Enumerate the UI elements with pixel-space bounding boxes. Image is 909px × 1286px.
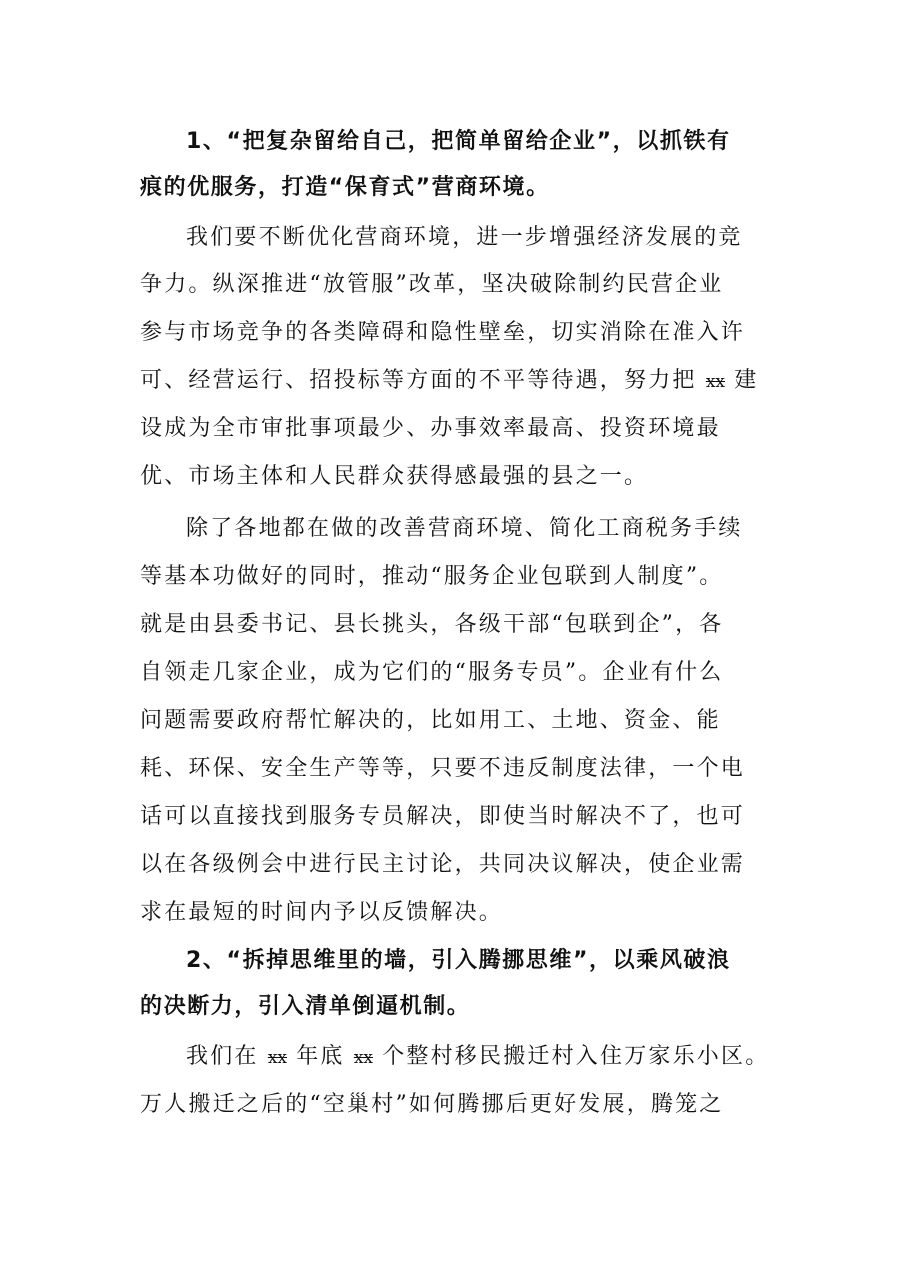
redacted-count: xx <box>353 1048 373 1068</box>
section-2-heading-line-1: 2、“拆掉思维里的墙，引入腾挪思维”，以乘风破浪 <box>186 948 731 973</box>
redacted-year: xx <box>267 1048 287 1068</box>
paragraph-1-line-4-suffix: 建 <box>734 368 759 393</box>
paragraph-3-line-1 <box>186 1034 770 1080</box>
paragraph-3-text-b: 年底 <box>296 1044 345 1069</box>
paragraph-2-line-6: 耗、环保、安全生产等等，只要不违反制度法律，一个电 <box>140 756 746 781</box>
paragraph-1-line-6: 优、市场主体和人民群众获得感最强的县之一。 <box>140 464 649 489</box>
paragraph-1-line-4-text: 可、经营运行、招投标等方面的不平等待遇，努力把 <box>140 368 697 393</box>
paragraph-2-line-2: 等基本功做好的同时，推动“服务企业包联到人制度”。 <box>140 564 724 589</box>
paragraph-2-line-4: 自领走几家企业，成为它们的“服务专员”。企业有什么 <box>140 660 724 685</box>
paragraph-1-line-2: 争力。纵深推进“放管服”改革，坚决破除制约民营企业 <box>140 272 724 297</box>
section-1-heading-line-2: 痕的优服务，打造“保育式”营商环境。 <box>140 175 550 200</box>
paragraph-1-line-4 <box>140 358 770 404</box>
paragraph-1-line-3: 参与市场竞争的各类障碍和隐性壁垒，切实消除在准入许 <box>140 320 746 345</box>
paragraph-2-line-7: 话可以直接找到服务专员解决，即使当时解决不了，也可 <box>140 804 746 829</box>
section-2-heading-line-2: 的决断力，引入清单倒逼机制。 <box>140 994 471 1019</box>
section-1-heading-line-1: 1、“把复杂留给自己，把简单留给企业”，以抓铁有 <box>186 129 731 154</box>
paragraph-3-text-c: 个整村移民搬迁村入住万家乐小区。 <box>382 1044 770 1069</box>
paragraph-2-line-8: 以在各级例会中进行民主讨论，共同决议解决，使企业需 <box>140 852 746 877</box>
paragraph-2-line-3: 就是由县委书记、县长挑头，各级干部“包联到企”，各 <box>140 612 724 637</box>
paragraph-3-text-a: 我们在 <box>186 1044 259 1069</box>
paragraph-2-line-5: 问题需要政府帮忙解决的，比如用工、土地、资金、能 <box>140 708 721 733</box>
paragraph-2-line-9: 求在最短的时间内予以反馈解决。 <box>140 900 504 925</box>
paragraph-1-line-1: 我们要不断优化营商环境，进一步增强经济发展的竞 <box>186 225 743 250</box>
paragraph-1-line-5: 设成为全市审批事项最少、办事效率最高、投资环境最 <box>140 416 721 441</box>
paragraph-2-line-1: 除了各地都在做的改善营商环境、简化工商税务手续 <box>186 516 743 541</box>
paragraph-3-line-2: 万人搬迁之后的“空巢村”如何腾挪后更好发展，腾笼之 <box>140 1092 724 1117</box>
redacted-place-name: xx <box>705 372 725 392</box>
